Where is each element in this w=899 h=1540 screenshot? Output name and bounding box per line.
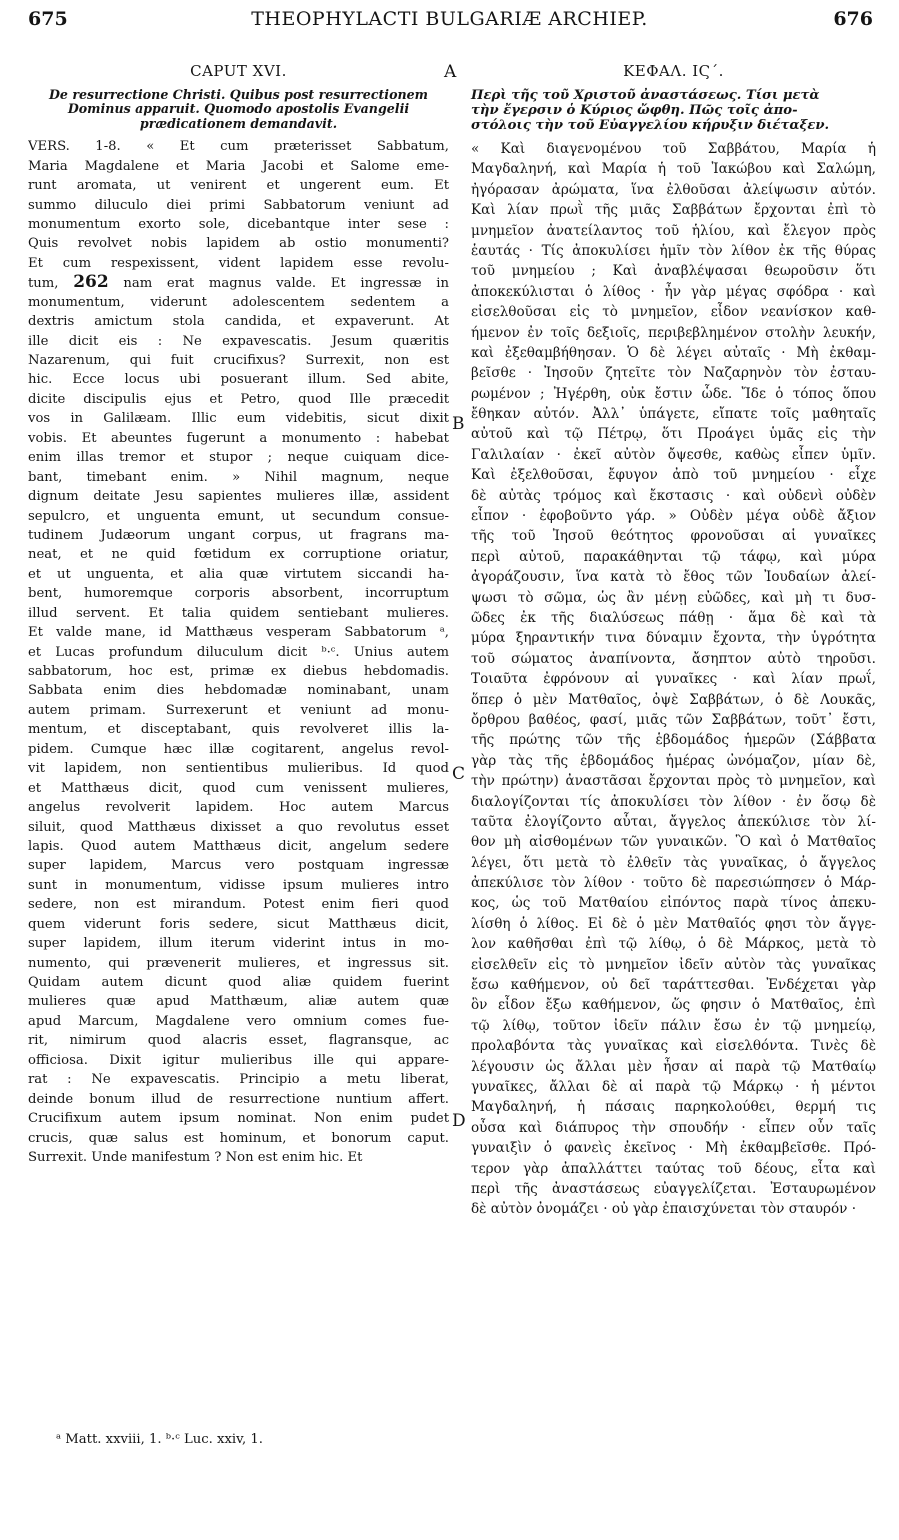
latin-text-line: Nazarenum, qui fuit crucifixus? Surrexit, non est (28, 353, 449, 369)
latin-text-line: monumentum exorto sole, dicebantque inter sese : (28, 216, 449, 232)
latin-text-line: quem viderunt foris sedere, sicut Matthæus dicit, (28, 916, 449, 932)
greek-text-line: λέγει, ὅτι μετὰ τὸ ἐλθεῖν τὰς γυναῖκας, ὁ ἄγγελος (471, 854, 876, 871)
greek-text-line: ἔθηκαν αὐτόν. Ἀλλ᾽ ὑπάγετε, εἴπατε τοῖς μαθηταῖς (471, 406, 876, 423)
greek-text-line: περὶ τῆς ἀναστάσεως εὐαγγελίζεται. Ἐσταυρωμένον (471, 1180, 876, 1197)
latin-text-line: deinde bonum illud de resurrectione nuntium affert. (28, 1091, 449, 1107)
greek-text-line: οὖσα καὶ διάπυρος τὴν σπουδήν · εἶπεν οὖν ταῖς (471, 1119, 876, 1136)
latin-text-body (28, 137, 449, 1167)
margin-marker-d: D (452, 1111, 466, 1131)
latin-text-line: sepulcro, et unguenta emunt, ut secundum consue- (28, 508, 449, 524)
page-number-right: 676 (833, 8, 873, 30)
latin-text-line: Maria Magdalene et Maria Jacobi et Salome eme- (28, 158, 449, 174)
latin-text-line: Et valde mane, id Matthæus vesperam Sabbatorum ᵃ, (28, 625, 449, 641)
latin-text-line: VERS. 1-8. « Et cum præterisset Sabbatum, (28, 139, 449, 155)
greek-text-line: ἠγόρασαν ἀρώματα, ἵνα ἐλθοῦσαι ἀλείψωσιν αὐτόν. (471, 181, 876, 198)
latin-text-line: et Matthæus dicit, quod cum venissent mulieres, (28, 780, 449, 796)
greek-text-line: ὄρθρου βαθέος, φασί, μιᾶς τῶν Σαββάτων, τοῦτ᾽ ἔστι, (471, 711, 876, 728)
latin-text-line: Sabbata enim dies hebdomadæ nominabant, unam (28, 683, 449, 699)
greek-text-line: προλαβόντα τὰς γυναῖκας καὶ εἰσελθόντα. Τινὲς δὲ (471, 1038, 876, 1055)
latin-text-line: bent, humoremque corporis absorbent, incorruptum (28, 586, 449, 602)
latin-chapter-heading: CAPUT XVI. (190, 62, 287, 80)
latin-text-line: Et cum respexissent, vident lapidem esse revolu- (28, 255, 449, 271)
latin-text-line: sedere, non est mirandum. Potest enim fieri quod (28, 897, 449, 913)
footnote: ᵃ Matt. xxviii, 1. ᵇ·ᶜ Luc. xxiv, 1. (56, 1432, 263, 1447)
greek-text-line: ὅπερ ὁ μὲν Ματθαῖος, ὀψὲ Σαββάτων, ὁ δὲ Λουκᾶς, (471, 691, 876, 708)
latin-text-line: Crucifixum autem ipsum nominat. Non enim pudet (28, 1111, 449, 1127)
greek-summary-line: Περὶ τῆς τοῦ Χριστοῦ ἀναστάσεως. Τίσι μετὰ (471, 88, 820, 103)
latin-text-line: summo diluculo diei primi Sabbatorum veniunt ad (28, 197, 449, 213)
latin-text-line: dignum deitate Jesu sapientes mulieres illæ, assident (28, 489, 449, 505)
latin-text-line: Quis revolvet nobis lapidem ab ostio monumenti? (28, 236, 449, 252)
latin-text-line: dicite discipulis ejus et Petro, quod Ille præcedit (28, 391, 449, 407)
greek-column (471, 62, 876, 1220)
greek-text-line: γυναῖκες, ἄλλαι δὲ αἱ παρὰ τῷ Μάρκῳ · ἡ μέντοι (471, 1078, 876, 1095)
latin-text-line: apud Marcum, Magdalene vero omnium comes fue- (28, 1013, 449, 1029)
greek-text-line: τῆς πρώτης τῶν τῆς ἑβδομάδος ἡμερῶν (Σάββατα (471, 732, 876, 749)
latin-text-line: monumentum, viderunt adolescentem sedentem a (28, 294, 449, 310)
running-title: THEOPHYLACTI BULGARIÆ ARCHIEP. (251, 8, 648, 30)
greek-text-line: εἰσελθοῦσαι εἰς τὸ μνημεῖον, εἶδον νεανίσκον καθ- (471, 304, 876, 321)
latin-text-line: angelus revolverit lapidem. Hoc autem Marcus (28, 800, 449, 816)
greek-text-line: τὴν πρώτην) ἀναστᾶσαι ἔρχονται πρὸς τὸ μνημεῖον, καὶ (471, 773, 876, 790)
greek-text-line: Καὶ ἐξελθοῦσαι, ἔφυγον ἀπὸ τοῦ μνημείου · εἶχε (471, 467, 876, 484)
latin-summary-line: prædicationem demandavit. (139, 115, 338, 131)
latin-text-line: vobis. Et abeuntes fugerunt a monumento : habebat (28, 430, 449, 446)
latin-summary-line: Dominus apparuit. Quomodo apostolis Evangelii (67, 101, 410, 117)
greek-text-line: μνημεῖον ἀνατείλαντος τοῦ ἡλίου, καὶ ἔλεγον πρὸς (471, 222, 876, 239)
greek-text-body (471, 139, 876, 1220)
latin-summary-line: De resurrectione Christi. Quibus post resurrectionem (49, 87, 428, 102)
page-number-left: 675 (28, 8, 68, 30)
latin-text-line: et Lucas profundum diluculum dicit ᵇ·ᶜ. Unius autem (28, 644, 449, 660)
latin-text-line: tum, 262 nam erat magnus valde. Et ingressæ in (28, 273, 449, 293)
latin-text-line: rat : Ne expavescatis. Principio a metu liberat, (28, 1072, 449, 1088)
greek-text-line: γυναιξὶν ὁ φανεὶς ἐκεῖνος · Μὴ ἐκθαμβεῖσθε. Πρό- (471, 1140, 876, 1157)
margin-marker-b: B (452, 414, 465, 434)
latin-text-line: numento, qui prævenerit mulieres, et ingressus sit. (28, 955, 449, 971)
greek-text-line: εἶπον · ἐφοβοῦντο γάρ. » Οὐδὲν μέγα οὐδὲ ἄξιον (471, 508, 876, 525)
greek-text-line: ἀπεκύλισε τὸν λίθον · τοῦτο δὲ παρεσιώπησεν ὁ Μάρ- (471, 875, 876, 892)
greek-text-line: αὐτοῦ καὶ τῷ Πέτρῳ, ὅτι Προάγει ὑμᾶς εἰς τὴν (471, 426, 876, 443)
greek-summary-line: τὴν ἔγερσιν ὁ Κύριος ὤφθη. Πῶς τοῖς ἀπο- (471, 103, 798, 118)
latin-text-line: super lapidem, illum iterum viderint intus in mo- (28, 936, 449, 952)
greek-text-line: τερον γὰρ ἀπαλλάττει ταύτας τοῦ δέους, εἶτα καὶ (471, 1160, 876, 1177)
latin-text-line: bant, timebant enim. » Nihil magnum, neque (28, 469, 449, 485)
latin-text-line: enim illas tremor et stupor ; neque cuiquam dice- (28, 450, 449, 466)
greek-text-line: ἔσω καθήμενον, οὐ δεῖ ταράττεσθαι. Ἐνδέχεται γὰρ (471, 977, 876, 994)
margin-marker-c: C (452, 764, 466, 784)
greek-chapter-heading: ΚΕΦΑΛ. ΙϚ΄. (623, 62, 724, 80)
latin-text-line: runt aromata, ut venirent et ungerent eum. Et (28, 178, 449, 194)
greek-text-line: μύρα ξηραντικήν τινα δύναμιν ἔχοντα, τὴν ὑγρότητα (471, 630, 876, 647)
latin-text-line: illud servent. Et talia quidem sentiebant mulieres. (28, 605, 449, 621)
greek-text-line: Μαγδαληνή, ἡ πάσαις παρηκολούθει, θερμή τις (471, 1099, 876, 1116)
latin-text-line: et ut unguenta, et alia quæ virtutem siccandi ha- (28, 566, 449, 582)
latin-text-line: tudinem Judæorum ungant corpus, ut fragrans ma- (28, 527, 449, 543)
greek-text-line: καὶ ἐξεθαμβήθησαν. Ὁ δὲ λέγει αὐταῖς · Μὴ ἐκθαμ- (471, 344, 876, 361)
latin-chapter-summary (28, 88, 449, 131)
greek-text-line: Μαγδαληνή, καὶ Μαρία ἡ τοῦ Ἰακώβου καὶ Σαλώμη, (471, 161, 876, 178)
latin-text-line: dextris amictum stola candida, et expaverunt. At (28, 314, 449, 330)
greek-text-line: ψωσι τὸ σῶμα, ὡς ἂν μένῃ εὐῶδες, καὶ μὴ τι δυσ- (471, 589, 876, 606)
greek-text-line: δὲ αὐτὸν ὀνομάζει · οὐ γὰρ ἐπαισχύνεται τὸν σταυρόν · (471, 1201, 857, 1218)
greek-text-line: περὶ αὐτοῦ, παρακάθηνται τῷ τάφῳ, καὶ μύρα (471, 548, 876, 565)
greek-text-line: Τοιαῦτα ἐφρόνουν αἱ γυναῖκες · καὶ λίαν πρωΐ, (471, 671, 876, 688)
greek-text-line: λον καθῆσθαι ἐπὶ τῷ λίθῳ, ὁ δὲ Μάρκος, μετὰ τὸ (471, 936, 876, 953)
greek-text-line: ἀποκεκύλισται ὁ λίθος · ἦν γὰρ μέγας σφόδρα · καὶ (471, 283, 876, 300)
margin-marker-a: A (444, 62, 457, 82)
latin-text-line: Surrexit. Unde manifestum ? Non est enim hic. Et (28, 1149, 363, 1165)
greek-text-line: εἰσελθεῖν εἰς τὸ μνημεῖον ἰδεῖν αὐτὸν τὰς γυναῖκας (471, 956, 876, 973)
latin-text-line: vos in Galilæam. Illic eum videbitis, sicut dixit (28, 411, 449, 427)
greek-text-line: διαλογίζονται τίς ἀποκυλίσει τὸν λίθον · ἐν ὅσῳ δὲ (471, 793, 876, 810)
latin-text-line: super lapidem, Marcus vero postquam ingressæ (28, 858, 449, 874)
latin-text-line: rit, nimirum quod alacris esset, flagransque, ac (28, 1033, 449, 1049)
page-header (0, 6, 899, 40)
greek-text-line: ρωμένον ; Ἠγέρθη, οὐκ ἔστιν ὧδε. Ἴδε ὁ τόπος ὅπου (471, 385, 876, 402)
greek-text-line: ταῦτα ἐλογίζοντο αὗται, ἄγγελος ἀπεκύλισε τὸν λί- (471, 813, 876, 830)
greek-text-line: γὰρ τὰς τῆς ἑβδομάδος ἡμέρας ὠνόμαζον, μίαν δὲ, (471, 752, 876, 769)
greek-text-line: λίσθη ὁ λίθος. Εἰ δὲ ὁ μὲν Ματθαῖός φησι τὸν ἄγγε- (471, 915, 876, 932)
greek-text-line: Γαλιλαίαν · ἐκεῖ αὐτὸν ὄψεσθε, καθὼς εἶπεν ὑμῖν. (471, 446, 876, 463)
latin-text-line: siluit, quod Matthæus dixisset a quo revolutus esset (28, 819, 449, 835)
greek-text-line: ήμενον ἐν τοῖς δεξιοῖς, περιβεβλημένον στολὴν λευκήν, (471, 324, 876, 341)
greek-text-line: Καὶ λίαν πρωῒ τῆς μιᾶς Σαββάτων ἔρχονται ἐπὶ τὸ (471, 202, 876, 219)
latin-text-line: crucis, quæ salus est hominum, et bonorum caput. (28, 1130, 449, 1146)
greek-text-line: τοῦ σώματος ἀναπίνοντα, ἄσηπτον αὐτὸ τηροῦσι. (471, 650, 876, 667)
latin-text-line: lapis. Quod autem Matthæus dicit, angelum sedere (28, 838, 449, 854)
greek-chapter-summary (471, 88, 876, 133)
latin-text-line: ille dicit eis : Ne expavescatis. Jesum quæritis (28, 333, 449, 349)
greek-text-line: « Καὶ διαγενομένου τοῦ Σαββάτου, Μαρία ἡ (471, 141, 876, 157)
greek-summary-line: στόλοις τὴν τοῦ Εὐαγγελίου κήρυξιν διέταξεν. (471, 118, 830, 133)
latin-text-line: mentum, et disceptabant, quis revolveret illis la- (28, 722, 449, 738)
latin-text-line: hic. Ecce locus ubi posuerant illum. Sed abite, (28, 372, 449, 388)
latin-column (28, 62, 449, 1167)
greek-text-line: τῆς τοῦ Ἰησοῦ θεότητος φρονοῦσαι αἱ γυναῖκες (471, 528, 876, 545)
greek-text-line: ῶδες ἐκ τῆς διαλύσεως πάθῃ · ἅμα δὲ καὶ τὰ (471, 609, 876, 626)
greek-text-line: τοῦ μνημείου ; Καὶ ἀναβλέψασαι θεωροῦσιν ὅτι (471, 263, 876, 280)
greek-text-line: ὃν εἶδον ἔξω καθήμενον, ὥς φησιν ὁ Ματθαῖος, ἐπὶ (471, 997, 876, 1014)
greek-text-line: βεῖσθε · Ἰησοῦν ζητεῖτε τὸν Ναζαρηνὸν τὸν ἐσταυ- (471, 365, 876, 382)
greek-text-line: λέγουσιν ὡς ἄλλαι μὲν ἦσαν αἱ παρὰ τῷ Ματθαίῳ (471, 1058, 876, 1075)
latin-text-line: autem primam. Surrexerunt et veniunt ad monu- (28, 702, 449, 718)
greek-text-line: ἑαυτάς · Τίς ἀποκυλίσει ἡμῖν τὸν λίθον ἐκ τῆς θύρας (471, 242, 876, 259)
latin-text-line: neat, et ne quid fœtidum ex corruptione oriatur, (28, 547, 449, 563)
latin-text-line: mulieres quæ apud Matthæum, aliæ autem quæ (28, 994, 449, 1010)
greek-text-line: θον μὴ αἰσθομένων τῶν γυναικῶν. Ὃ καὶ ὁ Ματθαῖος (471, 834, 876, 851)
latin-text-line: sunt in monumentum, vidisse ipsum mulieres intro (28, 877, 449, 893)
greek-text-line: ἀγοράζουσιν, ἵνα κατὰ τὸ ἔθος τῶν Ἰουδαίων ἀλεί- (471, 569, 876, 586)
latin-text-line: officiosa. Dixit igitur mulieribus ille qui appare- (28, 1052, 449, 1068)
latin-text-line: pidem. Cumque hæc illæ cogitarent, angelus revol- (28, 741, 449, 757)
latin-text-line: sabbatorum, hoc est, primæ ex diebus hebdomadis. (28, 664, 449, 680)
greek-text-line: κος, ὡς τοῦ Ματθαίου εἰπόντος παρὰ τίνος ἀπεκυ- (471, 895, 876, 912)
greek-text-line: τῷ λίθῳ, τοῦτον ἰδεῖν πάλιν ἔσω ἐν τῷ μνημείῳ, (471, 1017, 876, 1034)
latin-text-line: vit lapidem, non sentientibus mulieribus. Id quod (28, 761, 449, 777)
greek-text-line: δὲ αὐτὰς τρόμος καὶ ἔκστασις · καὶ οὐδενὶ οὐδὲν (471, 487, 876, 504)
latin-text-line: Quidam autem dicunt quod aliæ quidem fuerint (28, 975, 449, 991)
